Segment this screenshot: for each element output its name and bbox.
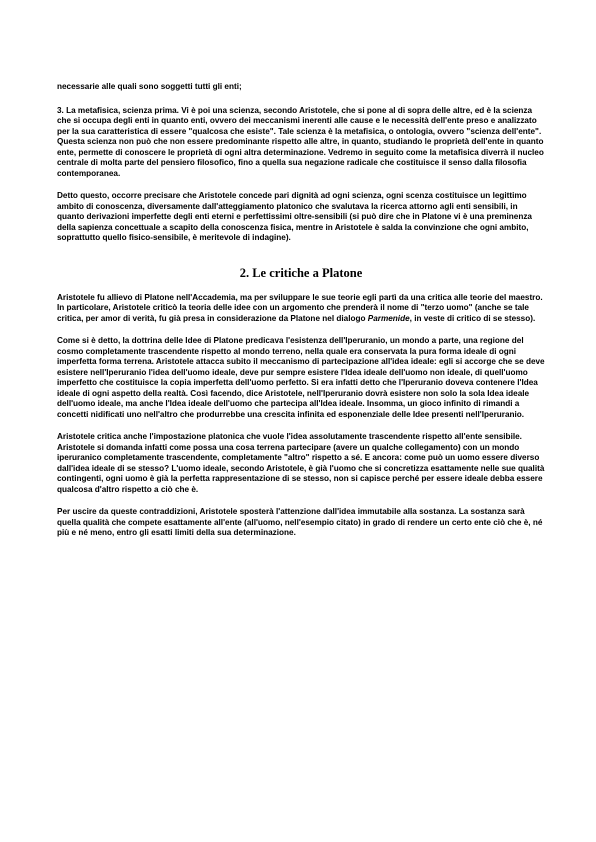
paragraph-critica: Aristotele critica anche l'impostazione platonica che vuole l'idea assolutamente trascendente rispetto all'ente sensibile. Aristotele si domanda infatti come possa una cosa terrena partecipare (avere un qualche collegamento) con un mondo iperuranico completamente trascendente, completamente "altro" rispetto a sé. E ancora: come può un uomo essere diverso dall'idea ideale di se stesso? L'uomo ideale, secondo Aristotele, è già l'uomo che si concretizza esattamente nelle sue qualità contingenti, ogni uomo è già la perfetta rappresentazione di se stesso, non si capisce perché per essere ideale debba essere qualcosa d'altro rispetto a ciò che è. [57, 432, 545, 494]
dialogue-title-parmenide: Parmenide [367, 313, 410, 323]
paragraph-intro-tail: necessarie alle quali sono soggetti tutti gli enti; [57, 82, 242, 91]
paragraph-allievo-text: Aristotele fu allievo di Platone nell'Accademia, ma per sviluppare le sue teorie egli partì da una critica alle teorie del maestro. In particolare, Aristotele criticò la teoria delle idee con un argomento che prenderà il nome di "terzo uomo" (anche se tale critica, per amor di verità, fu già presa in considerazione da Platone nel dialogo [57, 292, 543, 323]
paragraph-allievo [57, 293, 545, 325]
document-body [57, 82, 545, 551]
paragraph-dottrina: Come si è detto, la dottrina delle Idee di Platone predicava l'esistenza dell'Iperuranio, un mondo a parte, una regione del cosmo completamente trascendente rispetto al mondo terreno, nella quale era conservata la pura forma ideale di ogni imperfetta forma terrena. Aristotele attacca subito il meccanismo di partecipazione all'idea ideale: egli si accorge che se deve esistere nell'Iperuranio l'idea dell'uomo ideale, deve pur sempre esistere l'Idea ideale dell'uomo non ideale, di quell'uomo imperfetto che costituisce la copia imperfetta dell'uomo perfetto. Si era infatti detto che l'Iperuranio doveva contenere l'Idea ideale di ogni aspetto della realtà. Così facendo, dice Aristotele, nell'Iperuranio dovrà esistere non solo la sola Idea ideale dell'uomo ideale, ma anche l'Idea ideale dell'uomo che partecipa all'Idea ideale. Insomma, un gioco infinito di rimandi a concetti nidificati uno nell'altro che produrrebbe una crescita infinita ed esponenziale delle Idee presenti nell'Iperuranio. [57, 336, 545, 419]
paragraph-allievo-text-end: , in veste di critico di se stesso). [409, 313, 536, 323]
section-heading: 2. Le critiche a Platone [239, 265, 363, 280]
paragraph-metafisica: 3. La metafisica, scienza prima. Vi è poi una scienza, secondo Aristotele, che si pone al di sopra delle altre, ed è la scienza che si occupa degli enti in quanto enti, ovvero dei meccanismi inerenti alle cause e le necessità dell'ente preso e analizzato per la sua caratteristica di essere "qualcosa che esiste". Tale scienza è la metafisica, o ontologia, ovvero "scienza dell'ente". Questa scienza non può che non essere predominante rispetto alle altre, in quanto, studiando le proprietà dell'ente in quanto ente, permette di conoscere le proprietà di ogni altra determinazione. Vedremo in seguito come la metafisica diverrà il nucleo centrale di molta parte del pensiero filosofico, fino a quella sua negazione radicale che costituisce il senso dalla filosofia contemporanea. [57, 105, 544, 178]
paragraph-sostanza: Per uscire da queste contraddizioni, Aristotele sposterà l'attenzione dall'idea immutabile alla sostanza. La sostanza sarà quella qualità che compete esattamente all'ente (all'uomo, nell'esempio citato) in grado di rendere un certo ente ciò che è, né più e né meno, entro gli esatti limiti della sua determinazione. [57, 507, 543, 537]
paragraph-dignita: Detto questo, occorre precisare che Aristotele concede pari dignità ad ogni scienza, ogni scenza costituisce un legittimo ambito di conoscenza, diversamente dall'atteggiamento platonico che svalutava la ricerca attorno agli enti sensibili, in quanto derivazioni imperfette degli enti eterni e perfettissimi oltre-sensibili (si può dire che in Platone vi è una preminenza della sapienza concettuale a scapito della conoscenza fisica, mentre in Aristotele è salda la convinzione che ogni ambito, soprattutto quello fisico-sensibile, è meritevole di indagine). [57, 191, 532, 242]
